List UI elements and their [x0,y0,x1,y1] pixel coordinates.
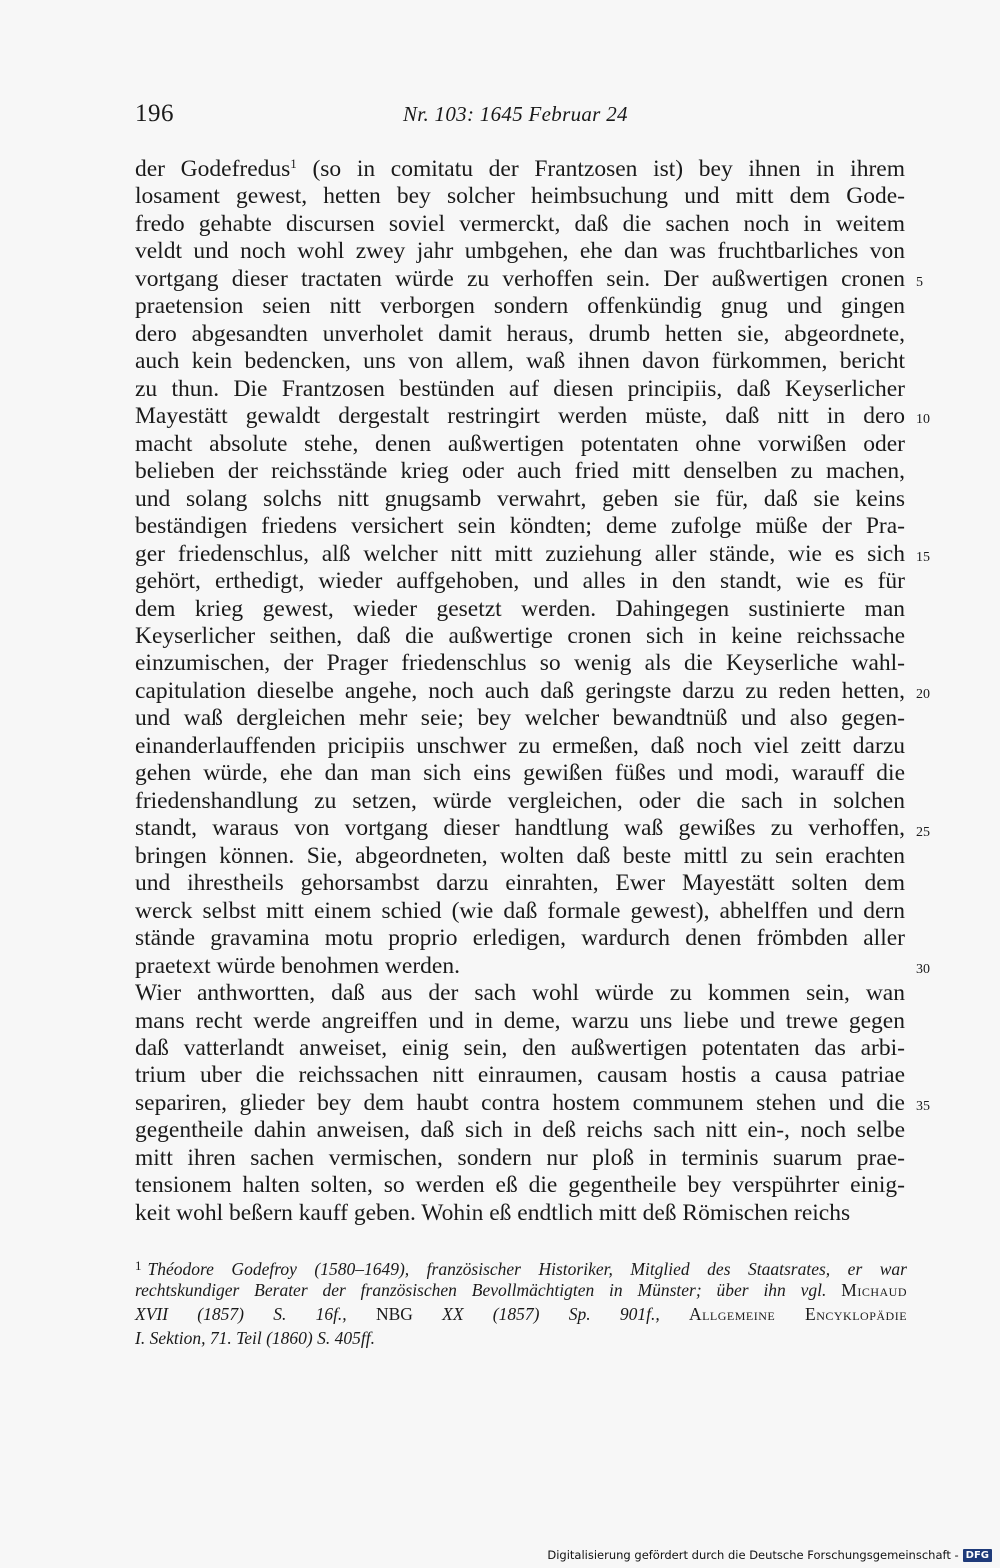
footnote-text: I. Sektion, 71. Teil (1860) S. 405ff. [135,1328,375,1348]
body-text [135,156,905,1227]
text-line [135,156,905,183]
text-line: vortgang dieser tractaten würde zu verhoffen sein. Der außwertigen cronen [135,265,905,292]
text-run: der Godefredus [135,156,291,182]
dfg-logo: DFG [963,1549,992,1562]
text-line: beständigen friedens versichert sein köndten; deme zufolge müße der Pra- [135,513,905,540]
line-number: 10 [916,412,930,428]
text-line: gegentheile dahin anweisen, daß sich in deß reichs sach nitt ein-, noch selbe [135,1117,905,1144]
text-line: capitulation dieselbe angehe, noch auch daß geringste darzu zu reden hetten, [135,677,905,704]
footnote-mark: 1 [135,1258,142,1273]
text-line: ger friedenschlus, alß welcher nitt mitt zuziehung aller stände, wie es sich [135,540,905,567]
credit-text: Digitalisierung gefördert durch die Deutsche Forschungsgemeinschaft - [547,1548,959,1562]
footnote-line [135,1278,907,1302]
text-line: auch kein bedencken, uns von allem, waß ihnen davon fürkommen, bericht [135,348,905,375]
text-line: macht absolute stehe, denen außwertigen potentaten ohne vorwißen oder [135,430,905,457]
text-line: dero abgesandten unverholet damit heraus, drumb hetten sie, abgeordnete, [135,320,905,347]
text-line: Keyserlicher seithen, daß die außwertige cronen sich in keine reichssache [135,622,905,649]
text-line: gehen würde, ehe dan man sich eins gewißen füßes und modi, warauff die [135,760,905,787]
line-number: 35 [916,1099,930,1115]
footnote [135,1254,907,1350]
text-line: trium uber die reichssachen nitt einraumen, causam hostis a causa patriae [135,1062,905,1089]
text-line: friedenshandlung zu setzen, würde vergleichen, oder die sach in solchen [135,787,905,814]
text-line: belieben der reichsstände krieg oder auch fried mitt denselben zu machen, [135,458,905,485]
line-number: 15 [916,549,930,565]
footnote-reference: NBG [375,1304,413,1324]
text-line: veldt und noch wohl zwey jahr umbgehen, ehe dan was fruchtbarliches von [135,238,905,265]
text-line: praetension seien nitt verborgen sondern offenkündig gnug und gingen [135,293,905,320]
text-line: keit wohl beßern kauff geben. Wohin eß endtlich mitt deß Römischen reichs [135,1199,851,1226]
text-line: daß vatterlandt anweiset, einig sein, den außwertigen potentaten das arbi- [135,1035,905,1061]
footnote-reference: Allgemeine Encyklopädie [688,1304,908,1324]
line-number: 20 [916,687,930,703]
footnote-line [135,1326,907,1350]
footnote-reference: Michaud [841,1280,908,1300]
text-line: bringen können. Sie, abgeordneten, wolten daß beste mittl zu sein erachten [135,842,905,869]
text-line: und waß dergleichen mehr seie; bey welcher bewandtnüß und also gegen- [135,705,905,732]
line-number: 25 [916,824,930,840]
running-head: Nr. 103: 1645 Februar 24 [403,102,628,126]
text-line: standt, waraus von vortgang dieser handtlung waß gewißes zu verhoffen, [135,815,905,842]
footnote-line [135,1254,907,1278]
text-line: zu thun. Die Frantzosen bestünden auf diesen principiis, daß Keyserlicher [135,375,905,402]
text-line: praetext würde benohmen werden. [135,952,460,979]
text-line: separiren, glieder bey dem haubt contra hostem communem stehen und die [135,1089,905,1116]
line-number: 5 [916,274,923,290]
text-line: einzumischen, der Prager friedenschlus so wenig als die Keyserliche wahl- [135,650,905,677]
text-line: Wier anthwortten, daß aus der sach wohl würde zu kommen sein, wan [135,980,905,1007]
line-number: 30 [916,961,930,977]
text-line: werck selbst mitt einem schied (wie daß formale gewest), abhelffen und dern [135,897,905,924]
text-line: gehört, erthedigt, wieder auffgehoben, und alles in den standt, wie es für [135,568,905,595]
text-line: mans recht werde angreiffen und in deme, warzu uns liebe und trewe gegen [135,1007,905,1034]
text-line: mitt ihren sachen vermischen, sondern nur ploß in terminis suarum prae- [135,1144,905,1171]
text-line: einanderlauffenden pricipiis unschwer zu ermeßen, daß noch viel zeitt darzu [135,732,905,759]
text-line: losament gewest, hetten bey solcher heimbsuchung und mitt dem Gode- [135,183,905,210]
footnote-text: rechtskundiger Berater der französischen Bevollmächtigten in Münster; über ihn vgl. [135,1280,827,1300]
text-line: und solang solchs nitt gnugsamb verwahrt, geben sie für, daß sie keins [135,485,905,512]
footnote-text: XVII (1857) S. 16f., [135,1304,347,1324]
footnote-line [135,1302,907,1326]
text-line: dem krieg gewest, wieder gesetzt werden. Dahingegen sustinierte man [135,595,905,622]
text-line: Mayestätt gewaldt dergestalt restringirt werden müste, daß nitt in dero [135,403,905,430]
page-number: 196 [135,100,174,127]
text-line: stände gravamina motu proprio erledigen, wardurch denen frömbden aller [135,925,905,952]
text-line: und ihrestheils gehorsambst darzu einrahten, Ewer Mayestätt solten dem [135,870,905,897]
text-line: fredo gehabte discursen soviel vermerckt, daß die sachen noch in weitem [135,210,905,237]
text-run: (so in comitatu der Frantzosen ist) bey ihnen in ihrem [296,156,905,182]
footnote-ref-mark: 1 [290,156,297,171]
footnote-text: XX (1857) Sp. 901f., [442,1304,660,1324]
footnote-text: Théodore Godefroy (1580–1649), französischer Historiker, Mitglied des Staatsrates, er war [147,1259,907,1279]
text-line: tensionem halten solten, so werden eß die gegentheile bey verspührter einig- [135,1172,905,1199]
digitization-credit [547,1548,992,1562]
